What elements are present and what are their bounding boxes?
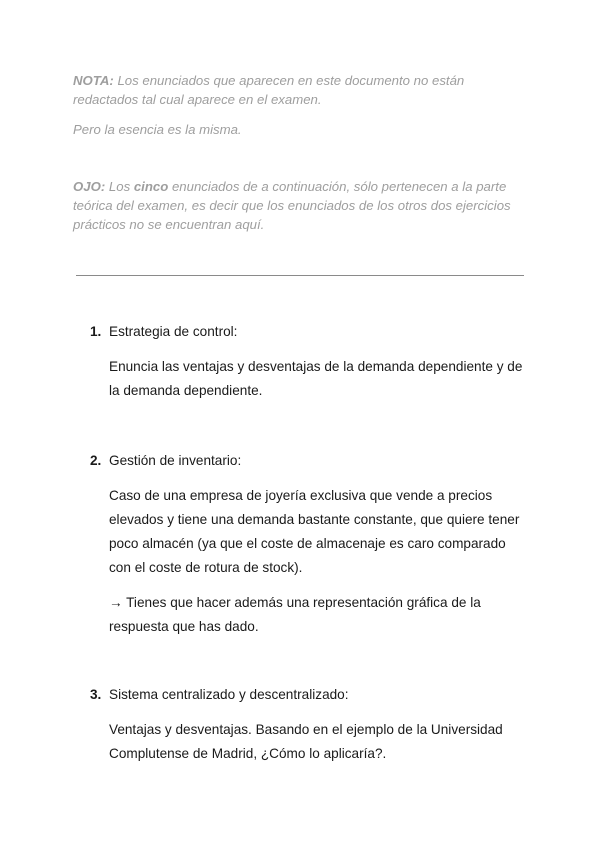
question-item-3 xyxy=(90,685,530,777)
question-title: Sistema centralizado y descentralizado: xyxy=(109,687,349,702)
ojo-label: OJO: xyxy=(73,179,106,194)
ojo-text-pre: Los xyxy=(105,179,134,194)
question-item-2 xyxy=(90,451,530,650)
ojo-text-post: enunciados de a continuación, sólo pertenecen a la parte teórica del examen, es decir que los enunciados de los otros dos ejercicios prácticos no se encuentran aquí. xyxy=(73,179,511,232)
nota-text: Los enunciados que aparecen en este documento no están redactados tal cual aparece en el examen. xyxy=(73,73,465,107)
question-paragraph: Ventajas y desventajas. Basando en el ejemplo de la Universidad Complutense de Madrid, ¿Cómo lo aplicaría?. xyxy=(109,722,503,761)
question-title: Estrategia de control: xyxy=(109,324,238,339)
nota-label: NOTA: xyxy=(73,73,114,88)
question-heading xyxy=(90,451,530,471)
question-paragraph: → Tienes que hacer además una representación gráfica de la respuesta que has dado. xyxy=(109,595,481,634)
question-paragraph: Enuncia las ventajas y desventajas de la demanda dependiente y de la demanda dependiente. xyxy=(109,359,523,398)
ojo-text-bold: cinco xyxy=(133,179,169,194)
question-item-1 xyxy=(90,322,530,414)
ojo-paragraph xyxy=(73,177,533,234)
horizontal-divider xyxy=(76,275,524,276)
question-number: 3. xyxy=(90,687,102,702)
question-title: Gestión de inventario: xyxy=(109,453,242,468)
question-number: 2. xyxy=(90,453,102,468)
question-number: 1. xyxy=(90,324,102,339)
question-body xyxy=(109,484,530,639)
question-body xyxy=(109,718,530,766)
essence-paragraph: Pero la esencia es la misma. xyxy=(73,122,242,137)
question-paragraph: Caso de una empresa de joyería exclusiva que vende a precios elevados y tiene una demanda bastante constante, que quiere tener poco almacén (ya que el coste de almacenaje es caro comparado con el coste de rotura de stock). xyxy=(109,488,520,575)
question-body xyxy=(109,355,530,403)
question-heading xyxy=(90,322,530,342)
nota-paragraph xyxy=(73,71,533,109)
question-heading xyxy=(90,685,530,705)
